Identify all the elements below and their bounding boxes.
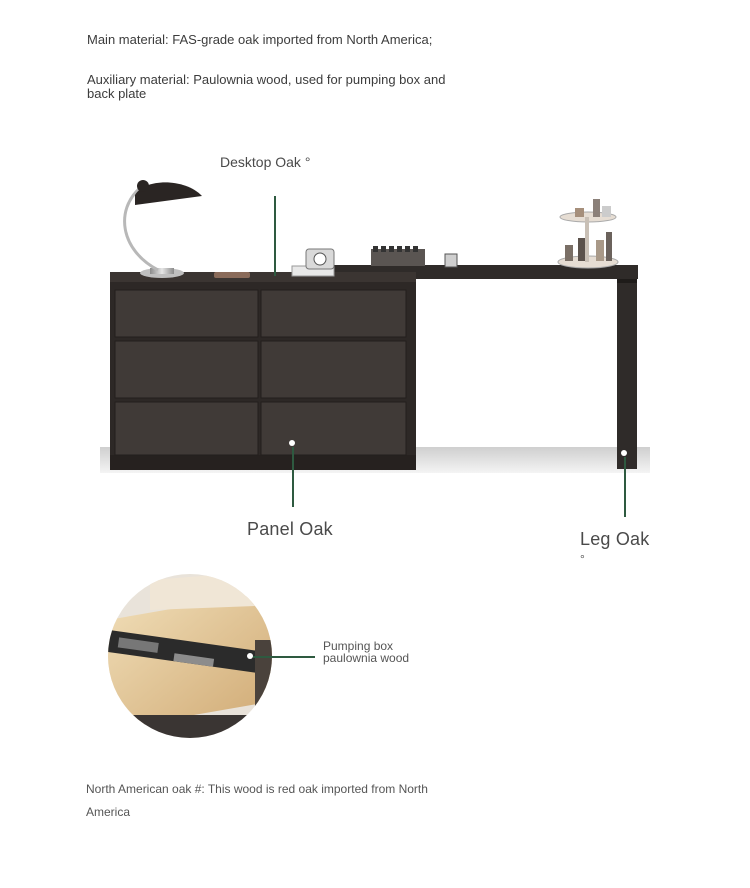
pumping-box-label [323,640,409,664]
auxiliary-material-text: Auxiliary material: Paulownia wood, used for pumping box and back plate [87,72,446,101]
leg-oak-mark: ° [580,552,585,566]
cosmetic-organizer [558,199,618,268]
desk-leg [617,279,637,469]
panel-marker-dot [289,440,295,446]
desktop-leader-line [274,196,276,276]
footer-line-2: America [86,805,131,819]
jar [445,254,457,267]
panel-leader-line [292,447,294,507]
desktop-oak-label: Desktop Oak ° [220,154,311,170]
drawer-slide-detail [100,570,285,750]
main-material-text: Main material: FAS-grade oak imported from North America; [87,32,433,47]
panel-oak-label: Panel Oak [247,519,333,539]
leg-marker-dot [621,450,627,456]
desk-lamp [125,180,202,278]
footer-line-1: North American oak #: This wood is red oak imported from North [86,782,428,796]
pumping-box-leader-line [253,656,315,658]
bottles-row [371,246,425,266]
leg-oak-label: Leg Oak [580,529,650,549]
pumping-box-label-line1: Pumping box [323,639,394,653]
book [214,272,250,278]
leg-leader-line [624,457,626,517]
pumping-box-label-line2: paulownia wood [323,651,410,665]
drawer-grid [115,290,406,455]
